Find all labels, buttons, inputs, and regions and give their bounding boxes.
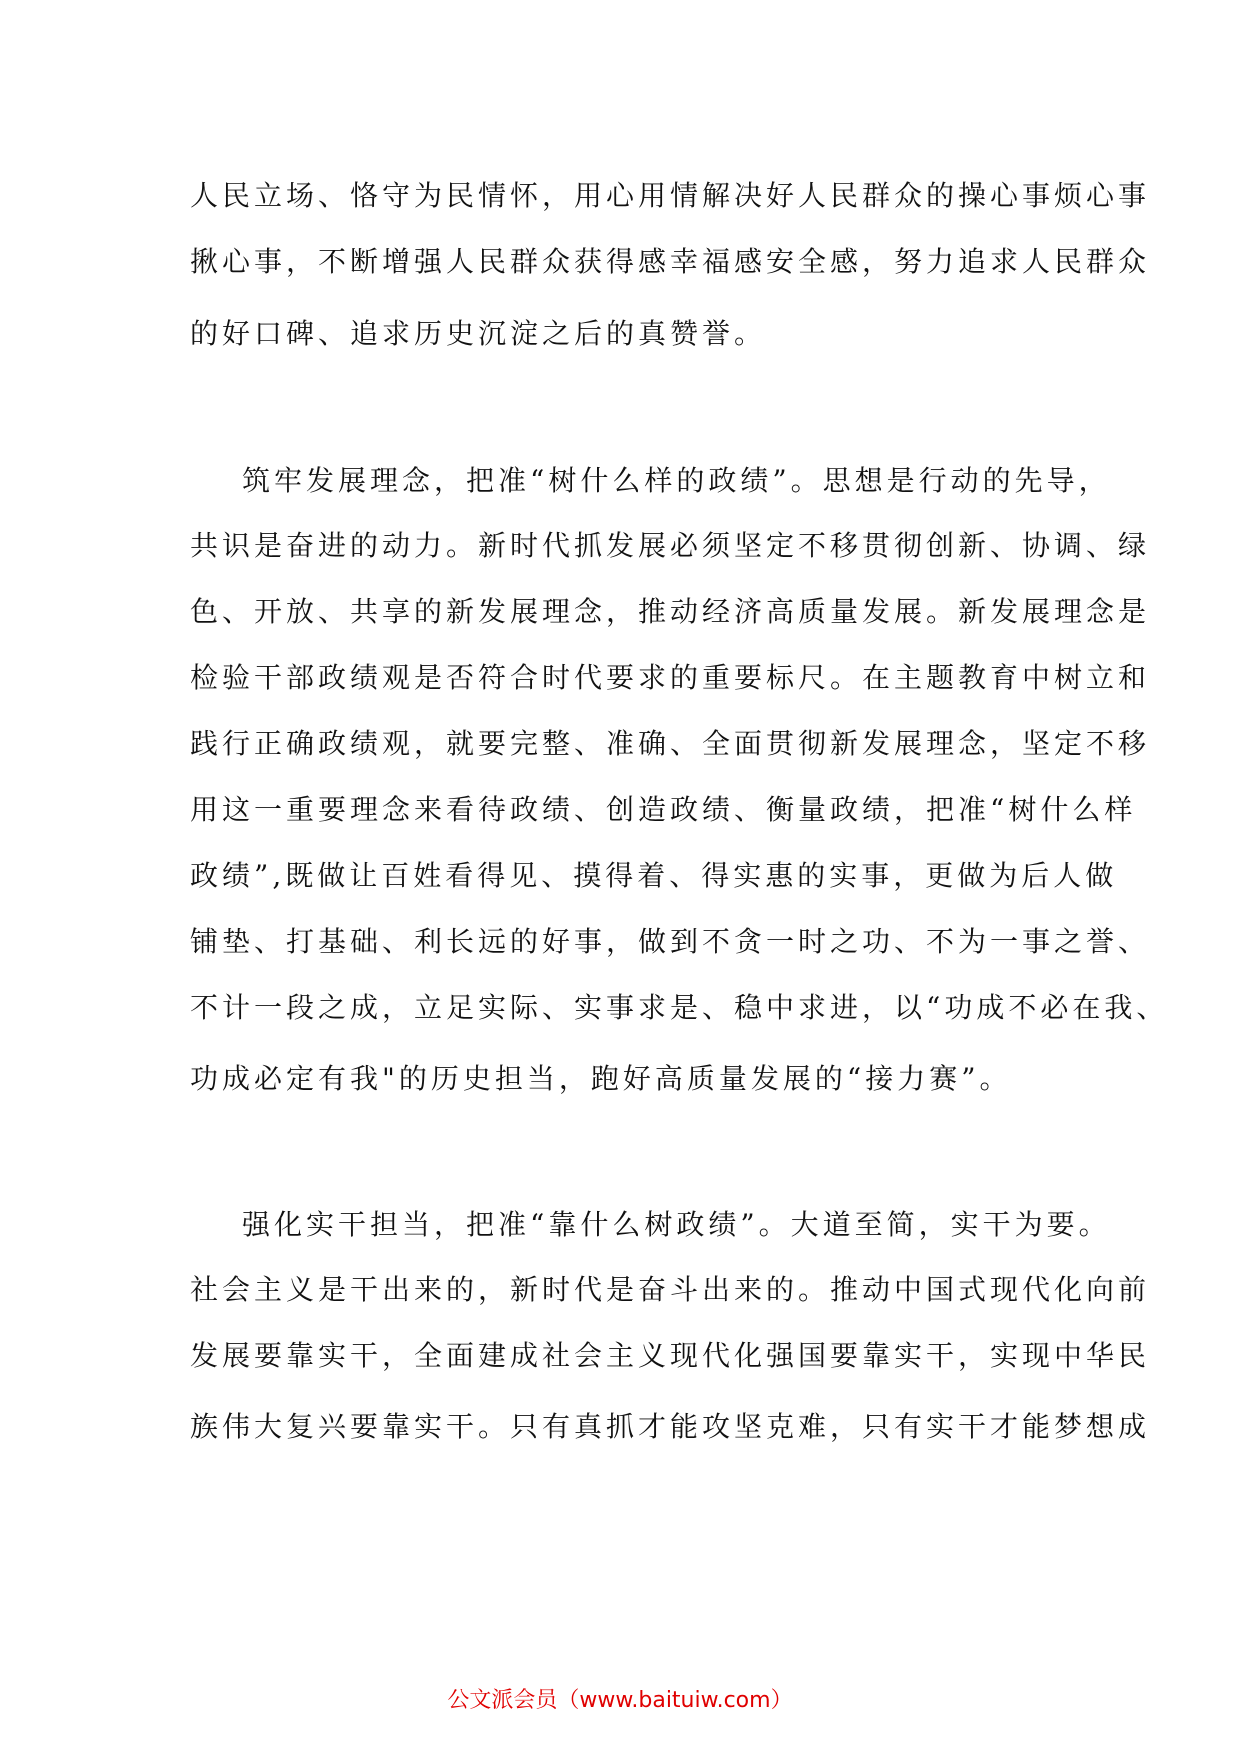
paragraph-3-line-3: 发展要靠实干，全面建成社会主义现代化强国要靠实干，实现中华民 (190, 1339, 1151, 1372)
paragraph-2-line-5: 践行正确政绩观，就要完整、准确、全面贯彻新发展理念，坚定不移 (190, 727, 1151, 760)
paragraph-3-line-2: 社会主义是干出来的，新时代是奋斗出来的。推动中国式现代化向前 (190, 1273, 1151, 1306)
paragraph-2-line-9: 不计一段之成，立足实际、实事求是、稳中求进，以“功成不必在我、 (190, 991, 1169, 1024)
paragraph-2-line-3: 色、开放、共享的新发展理念，推动经济高质量发展。新发展理念是 (190, 595, 1151, 628)
paragraph-2-line-4: 检验干部政绩观是否符合时代要求的重要标尺。在主题教育中树立和 (190, 661, 1151, 694)
paragraph-2-line-1: 筑牢发展理念，把准“树什么样的政绩”。思想是行动的先导， (242, 464, 1111, 497)
paragraph-3-line-4: 族伟大复兴要靠实干。只有真抓才能攻坚克难，只有实干才能梦想成 (190, 1410, 1151, 1443)
paragraph-1-line-2: 揪心事，不断增强人民群众获得感幸福感安全感，努力追求人民群众 (190, 245, 1151, 278)
paragraph-2-line-10: 功成必定有我"的历史担当，跑好高质量发展的“接力赛”。 (190, 1062, 1012, 1095)
paragraph-2-line-8: 铺垫、打基础、利长远的好事，做到不贪一时之功、不为一事之誉、 (190, 925, 1151, 958)
paragraph-1-line-1: 人民立场、恪守为民情怀，用心用情解决好人民群众的操心事烦心事 (190, 179, 1151, 212)
footer-watermark: 公文派会员（www.baituiw.com） (447, 1688, 793, 1713)
paragraph-2-line-6: 用这一重要理念来看待政绩、创造政绩、衡量政绩，把准“树什么样 (190, 793, 1137, 826)
paragraph-1-line-3: 的好口碑、追求历史沉淀之后的真赞誉。 (190, 317, 767, 350)
paragraph-2-line-2: 共识是奋进的动力。新时代抓发展必须坚定不移贯彻创新、协调、绿 (190, 529, 1151, 562)
paragraph-2-line-7: 政绩”,既做让百姓看得见、摸得着、得实惠的实事，更做为后人做 (190, 859, 1118, 892)
paragraph-3-line-1: 强化实干担当，把准“靠什么树政绩”。大道至简，实干为要。 (242, 1208, 1111, 1241)
